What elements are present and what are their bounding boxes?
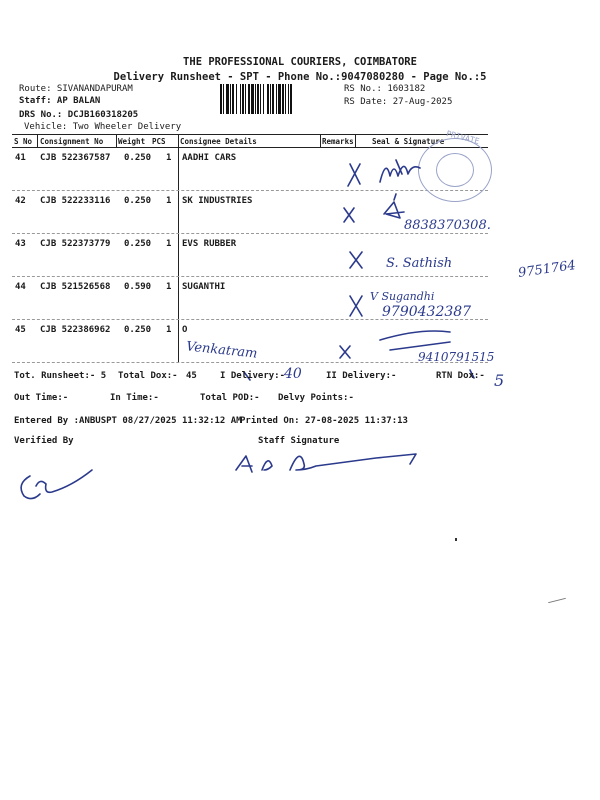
signature-mark xyxy=(380,331,450,350)
total-dox-label: Total Dox:- xyxy=(118,371,178,381)
col-sno: S No xyxy=(14,137,33,146)
first-delivery-label: I Delivery:- xyxy=(220,371,286,381)
stamp-text: PRIVATE xyxy=(445,129,481,146)
row-sno: 42 xyxy=(15,196,26,206)
total-runsheet: Tot. Runsheet:- 5 xyxy=(14,371,107,381)
handwritten-phone-row42: 8838370308. xyxy=(404,218,491,233)
route-text: Route: SIVANANDAPURAM xyxy=(19,84,133,94)
in-time: In Time:- xyxy=(110,393,159,403)
col-pcs: PCS xyxy=(152,137,166,146)
row-consignee: SUGANTHI xyxy=(182,282,226,292)
staff-text: Staff: AP BALAN xyxy=(19,96,101,106)
paper-speck xyxy=(455,538,457,541)
row-consignee: AADHI CARS xyxy=(182,153,237,163)
row-weight: 0.590 xyxy=(124,282,152,292)
remark-x-mark xyxy=(350,296,362,316)
rtn-dox-count: 5 xyxy=(494,371,505,390)
row-consignment-no: CJB 522367587 xyxy=(40,153,111,163)
row-consignment-no: CJB 522373779 xyxy=(40,239,111,249)
row-consignee: SK INDUSTRIES xyxy=(182,196,253,206)
handwritten-phone-row44: 9790432387 xyxy=(382,304,472,320)
out-time: Out Time:- xyxy=(14,393,69,403)
printed-on: Printed On: 27-08-2025 11:37:13 xyxy=(240,416,408,426)
staff-signature-label: Staff Signature xyxy=(258,436,340,446)
handwritten-name-row44: V Sugandhi xyxy=(370,290,435,303)
handwritten-phone-row43: 9751764 xyxy=(517,258,577,281)
row-sno: 43 xyxy=(15,239,26,249)
first-delivery-count: 40 xyxy=(284,366,302,382)
row-consignee: O xyxy=(182,325,188,335)
vehicle-text: Vehicle: Two Wheeler Delivery xyxy=(24,122,182,132)
rtn-dox-label: RTN Dox:- xyxy=(436,371,485,381)
row-sno: 45 xyxy=(15,325,26,335)
row-consignment-no: CJB 522386962 xyxy=(40,325,111,335)
row-weight: 0.250 xyxy=(124,325,152,335)
row-pcs: 1 xyxy=(166,196,172,206)
signature-mark xyxy=(380,160,420,182)
col-remarks: Remarks xyxy=(322,137,354,146)
col-weight: Weight xyxy=(118,137,146,146)
handwritten-remark-row45: Venkatram xyxy=(185,339,258,362)
row-sno: 44 xyxy=(15,282,26,292)
remark-x-mark xyxy=(348,164,360,186)
verified-by-label: Verified By xyxy=(14,436,74,446)
runsheet-subtitle: Delivery Runsheet - SPT - Phone No.:9047080280 - Page No.:5 xyxy=(113,71,487,83)
row-pcs: 1 xyxy=(166,282,172,292)
total-pod: Total POD:- xyxy=(200,393,260,403)
entered-by: Entered By :ANBUSPT 08/27/2025 11:32:12 AM xyxy=(14,416,242,426)
drs-number: DRS No.: DCJB160318205 xyxy=(19,110,139,120)
row-weight: 0.250 xyxy=(124,239,152,249)
staff-signature xyxy=(236,454,416,472)
signature-mark xyxy=(384,194,404,218)
remark-x-mark xyxy=(350,252,362,268)
row-sno: 41 xyxy=(15,153,26,163)
col-consignment: Consignment No xyxy=(40,137,104,146)
row-consignee: EVS RUBBER xyxy=(182,239,237,249)
rs-number: RS No.: 1603182 xyxy=(344,84,426,94)
col-consignee: Consignee Details xyxy=(180,137,257,146)
company-title: THE PROFESSIONAL COURIERS, COIMBATORE xyxy=(183,56,417,68)
row-pcs: 1 xyxy=(166,325,172,335)
handwritten-name-row43: S. Sathish xyxy=(386,256,453,271)
handwritten-phone-row45: 9410791515 xyxy=(418,350,495,364)
total-dox-value: 45 xyxy=(186,371,197,381)
col-seal-signature: Seal & Signature xyxy=(372,137,445,146)
row-weight: 0.250 xyxy=(124,196,152,206)
remark-x-mark xyxy=(340,346,350,358)
remark-x-mark xyxy=(344,208,354,222)
row-consignment-no: CJB 522233116 xyxy=(40,196,111,206)
second-delivery-label: II Delivery:- xyxy=(326,371,397,381)
rs-date: RS Date: 27-Aug-2025 xyxy=(344,97,453,107)
row-consignment-no: CJB 521526568 xyxy=(40,282,111,292)
row-pcs: 1 xyxy=(166,239,172,249)
verified-signature xyxy=(21,470,92,499)
row-pcs: 1 xyxy=(166,153,172,163)
delvy-points: Delvy Points:- xyxy=(278,393,354,403)
row-weight: 0.250 xyxy=(124,153,152,163)
